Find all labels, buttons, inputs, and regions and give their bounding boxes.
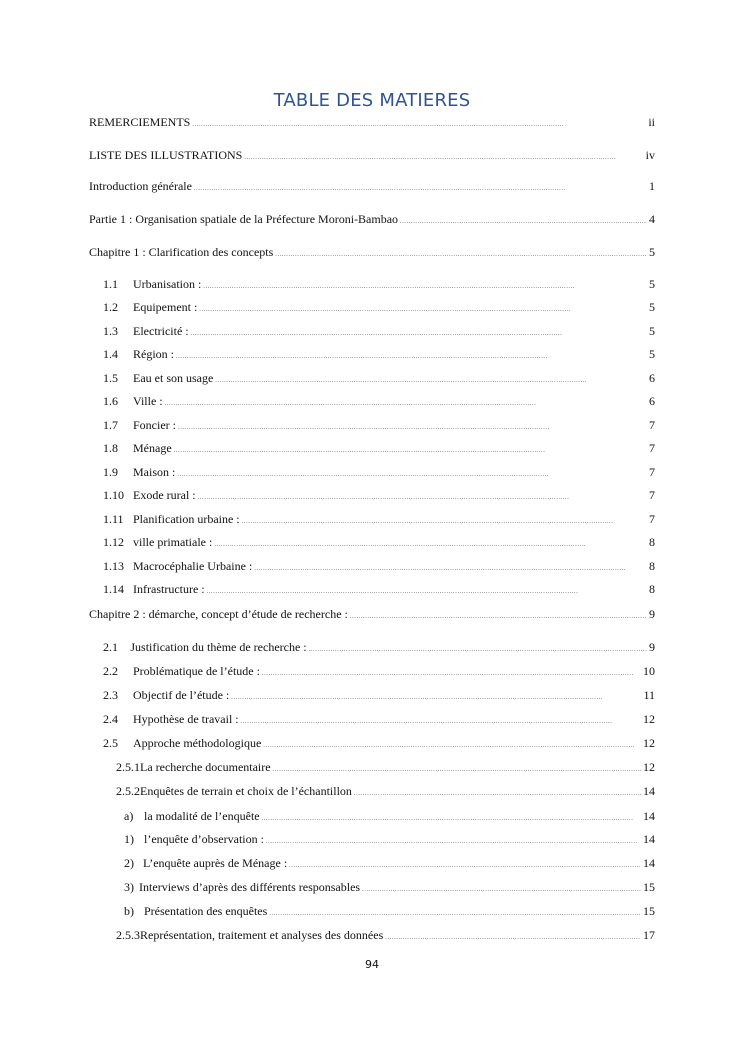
dot-leader [266, 832, 641, 849]
toc-entry-text: Chapitre 1 : Clarification des concepts [89, 245, 274, 259]
dot-leader [174, 441, 647, 458]
toc-entry[interactable] [89, 784, 655, 801]
toc-entry[interactable] [89, 688, 655, 705]
dot-leader [269, 904, 641, 921]
toc-entry[interactable] [89, 809, 655, 826]
toc-entry-text: Problématique de l’étude : [133, 664, 260, 678]
toc-entry-number: 2.5.3 [116, 928, 140, 942]
dot-leader [244, 148, 643, 165]
dot-leader [191, 324, 647, 341]
toc-entry-page: 12 [643, 760, 655, 774]
toc-entry-number: 2.2 [103, 664, 118, 678]
toc-entry-text: LISTE DES ILLUSTRATIONS [89, 148, 243, 162]
toc-entry-page: 9 [649, 607, 655, 621]
toc-entry-number: 2) [124, 856, 134, 870]
toc-entry-text: Partie 1 : Organisation spatiale de la Préfecture Moroni-Bambao [89, 212, 399, 226]
toc-entry-number: 1.14 [103, 582, 124, 596]
toc-entry[interactable] [89, 441, 655, 458]
toc-entry-number: 1.7 [103, 418, 118, 432]
toc-entry[interactable] [89, 559, 655, 576]
dot-leader [385, 928, 641, 945]
toc-entry-number: 1.9 [103, 465, 118, 479]
toc-entry-text: Maison : [133, 465, 176, 479]
toc-entry-page: 5 [649, 277, 655, 291]
toc-entry-number: 1) [124, 832, 134, 846]
toc-entry-text: Représentation, traitement et analyses des données [140, 928, 384, 942]
toc-entry-text: la modalité de l’enquête [144, 809, 260, 823]
toc-entry[interactable] [89, 277, 655, 294]
toc-entry-text: ville primatiale : [133, 535, 213, 549]
toc-entry-text: Enquêtes de terrain et choix de l’échantillon [140, 784, 352, 798]
toc-entry[interactable] [89, 880, 655, 897]
toc-entry-text: Présentation des enquêtes [144, 904, 268, 918]
dot-leader [178, 418, 647, 435]
toc-entry-text: Foncier : [133, 418, 176, 432]
dot-leader [289, 856, 641, 873]
dot-leader [214, 535, 647, 552]
dot-leader [275, 245, 647, 262]
dot-leader [273, 760, 641, 777]
toc-entry[interactable] [89, 324, 655, 341]
toc-entry-number: 1.3 [103, 324, 118, 338]
toc-entry[interactable] [89, 664, 655, 681]
toc-entry-number: 1.4 [103, 347, 118, 361]
dot-leader [309, 640, 647, 657]
dot-leader [354, 784, 641, 801]
toc-entry-text: Approche méthodologique [133, 736, 262, 750]
toc-entry-page: 14 [643, 784, 655, 798]
toc-entry-number: a) [124, 809, 134, 823]
toc-entry-page: 11 [643, 688, 655, 702]
dot-leader [177, 465, 647, 482]
dot-leader [231, 688, 641, 705]
dot-leader [262, 664, 641, 681]
toc-entry-text: Chapitre 2 : démarche, concept d’étude de recherche : [89, 607, 348, 621]
toc-entry-text: Hypothèse de travail : [133, 712, 239, 726]
toc-entry-page: 5 [649, 324, 655, 338]
toc-entry[interactable] [89, 245, 655, 262]
toc-entry[interactable] [89, 640, 655, 657]
toc-entry-text: Urbanisation : [133, 277, 202, 291]
toc-entry-page: 5 [649, 245, 655, 259]
toc-entry[interactable] [89, 607, 655, 624]
toc-entry[interactable] [89, 712, 655, 729]
dot-leader [165, 394, 647, 411]
toc-entry-number: 2.4 [103, 712, 118, 726]
dot-leader [199, 300, 647, 317]
dot-leader [362, 880, 641, 897]
toc-entry-page: 8 [649, 535, 655, 549]
toc-entry-number: 1.10 [103, 488, 124, 502]
toc-entry-text: La recherche documentaire [140, 760, 271, 774]
toc-entry-page: 12 [643, 712, 655, 726]
toc-entry[interactable] [89, 928, 655, 945]
dot-leader [215, 371, 647, 388]
toc-entry-page: 8 [649, 559, 655, 573]
toc-entry-text: Exode rural : [133, 488, 196, 502]
dot-leader [242, 512, 647, 529]
toc-entry-number: 2.5.1 [116, 760, 140, 774]
dot-leader [350, 607, 647, 624]
toc-entry[interactable] [89, 418, 655, 435]
toc-entry[interactable] [89, 582, 655, 599]
toc-entry-page: 12 [643, 736, 655, 750]
toc-entry[interactable] [89, 856, 655, 873]
toc-entry-number: 2.5 [103, 736, 118, 750]
toc-entry-page: 7 [649, 512, 655, 526]
toc-entry[interactable] [89, 512, 655, 529]
toc-entry-text: Interviews d’après des différents responsables [139, 880, 361, 894]
toc-entry-page: 5 [649, 300, 655, 314]
toc-entry-page: 9 [649, 640, 655, 654]
toc-entry-number: 1.13 [103, 559, 124, 573]
toc-entry[interactable] [89, 300, 655, 317]
toc-entry-text: Electricité : [133, 324, 189, 338]
toc-entry-number: 3) [124, 880, 134, 894]
toc-entry[interactable] [89, 394, 655, 411]
toc-entry-page: 8 [649, 582, 655, 596]
toc-entry[interactable] [89, 179, 655, 196]
toc-entry-page: 14 [643, 832, 655, 846]
toc-entry-text: Région : [133, 347, 174, 361]
toc-entry-text: Planification urbaine : [133, 512, 240, 526]
toc-entry-text: Objectif de l’étude : [133, 688, 230, 702]
toc-entry[interactable] [89, 347, 655, 364]
toc-entry-text: Macrocéphalie Urbaine : [133, 559, 253, 573]
dot-leader [203, 277, 647, 294]
toc-entry[interactable] [89, 488, 655, 505]
dot-leader [262, 809, 641, 826]
dot-leader [241, 712, 641, 729]
toc-entry-text: Ménage [133, 441, 172, 455]
dot-leader [263, 736, 641, 753]
toc-entry-text: l’enquête d’observation : [144, 832, 264, 846]
dot-leader [400, 212, 647, 229]
page-number: 94 [365, 958, 379, 971]
toc-entry-number: 2.3 [103, 688, 118, 702]
toc-entry-number: 2.5.2 [116, 784, 140, 798]
toc-entry[interactable] [89, 904, 655, 921]
toc-entry-number: 1.6 [103, 394, 118, 408]
toc-entry-page: 7 [649, 488, 655, 502]
toc-entry-page: 14 [643, 856, 655, 870]
toc-entry-text: Infrastructure : [133, 582, 205, 596]
toc-entry-page: iv [645, 148, 655, 162]
toc-entry-text: L’enquête auprès de Ménage : [142, 856, 288, 870]
toc-entry-page: 6 [649, 371, 655, 385]
dot-leader [176, 347, 647, 364]
toc-entry-text: Ville : [133, 394, 163, 408]
toc-entry-number: 1.1 [103, 277, 118, 291]
toc-entry[interactable] [89, 371, 655, 388]
toc-entry-number: b) [124, 904, 134, 918]
toc-entry-page: 1 [649, 179, 655, 193]
toc-entry[interactable] [89, 212, 655, 229]
toc-entry-page: 15 [643, 904, 655, 918]
toc-entry-number: 1.8 [103, 441, 118, 455]
page-title: TABLE DES MATIERES [273, 90, 471, 111]
toc-entry-number: 1.12 [103, 535, 124, 549]
toc-entry-page: 17 [643, 928, 655, 942]
toc-entry-page: 7 [649, 441, 655, 455]
dot-leader [254, 559, 647, 576]
toc-entry[interactable] [89, 832, 655, 849]
toc-entry[interactable] [89, 465, 655, 482]
toc-entry-number: 1.5 [103, 371, 118, 385]
toc-entry[interactable] [89, 148, 655, 165]
toc-entry-text: Justification du thème de recherche : [130, 640, 307, 654]
toc-entry-page: 5 [649, 347, 655, 361]
toc-entry[interactable] [89, 115, 655, 132]
dot-leader [194, 179, 647, 196]
dot-leader [207, 582, 647, 599]
toc-entry-text: REMERCIEMENTS [89, 115, 191, 129]
toc-entry-text: Introduction générale [89, 179, 192, 193]
toc-entry-number: 1.11 [103, 512, 124, 526]
toc-entry-number: 2.1 [103, 640, 118, 654]
toc-entry-text: Eau et son usage [133, 371, 214, 385]
toc-entry-page: 4 [649, 212, 655, 226]
toc-entry-text: Equipement : [133, 300, 198, 314]
toc-entry-page: 14 [643, 809, 655, 823]
toc-entry-page: ii [648, 115, 655, 129]
dot-leader [198, 488, 647, 505]
toc-entry[interactable] [89, 760, 655, 777]
dot-leader [192, 115, 646, 132]
toc-entry-page: 6 [649, 394, 655, 408]
toc-entry-page: 10 [643, 664, 655, 678]
toc-entry[interactable] [89, 535, 655, 552]
toc-entry[interactable] [89, 736, 655, 753]
toc-entry-page: 15 [643, 880, 655, 894]
toc-entry-number: 1.2 [103, 300, 118, 314]
toc-entry-page: 7 [649, 465, 655, 479]
toc-entry-page: 7 [649, 418, 655, 432]
